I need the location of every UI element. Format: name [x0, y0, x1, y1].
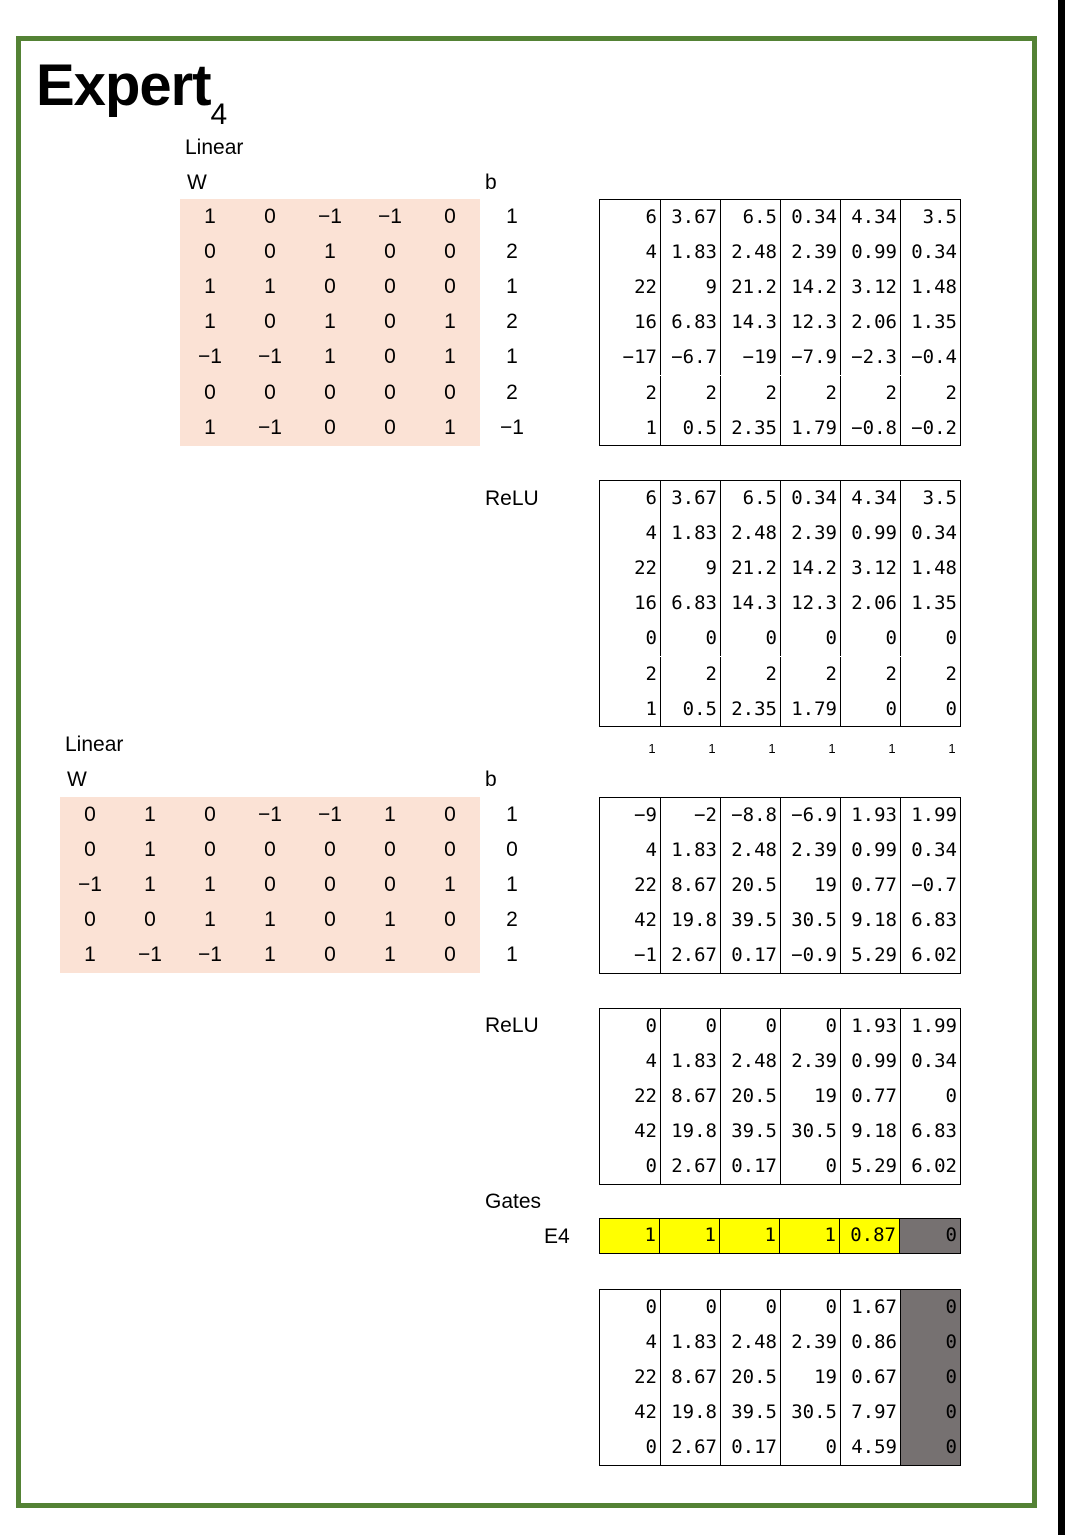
layer1-output-cell: −2.3 [840, 340, 900, 375]
layer1-relu-cell: 0 [660, 621, 720, 656]
layer1-relu-cell: 3.67 [660, 481, 720, 516]
layer2-weight-cell: 0 [204, 803, 216, 826]
layer1-weight-cell: −1 [258, 415, 282, 439]
layer2-output-cell: −0.9 [780, 938, 840, 973]
layer1-output-cell: 1.79 [780, 411, 840, 446]
layer2-relu-cell: 0 [780, 1149, 840, 1184]
layer1-output-cell: −0.8 [840, 411, 900, 446]
layer1-output-cell: 12.3 [780, 305, 840, 340]
layer1-relu-cell: 2 [840, 657, 900, 692]
layer2-output-cell: −1 [634, 944, 657, 967]
layer2-weight-cell: 0 [444, 838, 456, 862]
gated-output-cell: 0 [900, 1325, 960, 1360]
gated-output-cell: 0 [900, 1290, 960, 1325]
gated-output-cell: 4.59 [840, 1430, 900, 1465]
layer1-output-cell: 2 [660, 376, 720, 411]
layer2-weight-cell: 0 [84, 908, 96, 932]
layer1-relu-cell: 0 [645, 627, 657, 650]
layer1-output-cell: −6.7 [660, 340, 720, 375]
layer1-weight-cell: 1 [444, 415, 456, 439]
layer1-weight-cell: 0 [384, 310, 396, 334]
gated-output-cell: 0 [645, 1436, 657, 1459]
layer2-weight-cell: 0 [84, 803, 96, 826]
layer2-relu-cell: 2.67 [660, 1149, 720, 1184]
gated-output-cell: 0 [645, 1296, 657, 1318]
layer2-relu-cell: 19.8 [660, 1114, 720, 1149]
layer1-weight-cell: 1 [444, 310, 456, 334]
layer2-output-cell: 39.5 [720, 903, 780, 938]
layer1-relu-cell: 0 [840, 621, 900, 656]
layer2-output-cell: −6.9 [780, 798, 840, 833]
layer1-relu-cell: 2 [660, 657, 720, 692]
layer1-weight-cell: 0 [444, 380, 456, 404]
layer2-output-cell: 6.83 [900, 903, 960, 938]
layer1-output-cell: 1.35 [900, 305, 960, 340]
gated-output-cell: 20.5 [720, 1360, 780, 1395]
layer2-weight-cell: 0 [144, 908, 156, 932]
gated-output-cell: 0 [900, 1360, 960, 1395]
layer1-output-cell: 0.99 [840, 235, 900, 270]
layer1-weight-cell: 0 [384, 380, 396, 404]
layer2-weight-cell: 1 [264, 943, 276, 967]
gated-output-cell: 42 [634, 1401, 657, 1424]
layer2-weight-cell: 1 [144, 838, 156, 862]
layer1-weight-cell: 0 [204, 380, 216, 404]
layer1-weight-cell: 0 [384, 275, 396, 299]
layer2-relu-cell: 4 [645, 1050, 657, 1073]
layer1-weight-cell: 0 [324, 380, 336, 404]
layer2-weight-cell: 0 [324, 838, 336, 862]
gate-value: 1 [704, 1224, 716, 1246]
layer1-relu-cell: 0.34 [780, 481, 840, 516]
layer2-output-cell: 22 [634, 874, 657, 897]
layer1-output-cell: 0.34 [780, 200, 840, 235]
layer2-output-cell: 4 [645, 839, 657, 862]
layer2-linear-output [599, 797, 961, 974]
gates-label: Gates [485, 1190, 542, 1213]
gated-output-cell: 2.48 [720, 1325, 780, 1360]
layer1-output-cell: 4.34 [840, 200, 900, 235]
layer2-relu-cell: 0 [720, 1009, 780, 1044]
layer2-weight-cell: −1 [318, 803, 342, 826]
layer1-output-cell: 2 [900, 376, 960, 411]
layer1-relu-cell: 4 [645, 522, 657, 545]
layer1-output-cell: −0.2 [900, 411, 960, 446]
layer1-relu-cell: 1.83 [660, 516, 720, 551]
layer2-weight-cell: 1 [384, 908, 396, 932]
layer2-output-cell: 1.99 [900, 798, 960, 833]
gate-cell [719, 1218, 780, 1254]
layer1-weight-cell: 1 [204, 205, 216, 228]
layer1-output-cell: −7.9 [780, 340, 840, 375]
layer2-weight-cell: 0 [444, 908, 456, 932]
layer1-linear-label: Linear [185, 136, 244, 159]
layer1-relu-cell: 22 [634, 557, 657, 580]
layer2-relu-cell: 5.29 [840, 1149, 900, 1184]
layer2-weight-cell: 1 [264, 908, 276, 932]
layer1-output-cell: 3.5 [900, 200, 960, 235]
layer2-bias-cell: 1 [506, 873, 518, 897]
layer1-output-cell: −17 [622, 346, 657, 369]
layer2-weight-cell: −1 [138, 943, 162, 967]
layer1-weight-cell: 0 [384, 345, 396, 369]
layer1-relu-cell: 0 [900, 621, 960, 656]
layer2-w-label: W [67, 768, 87, 791]
layer1-weight-cell: −1 [258, 345, 282, 369]
gate-cell [899, 1218, 961, 1254]
layer2-relu-cell: 9.18 [840, 1114, 900, 1149]
layer1-output-cell: 2.35 [720, 411, 780, 446]
layer2-relu-cell: 30.5 [780, 1114, 840, 1149]
layer2-weight-cell: 0 [204, 838, 216, 862]
gated-output-cell: 0.86 [840, 1325, 900, 1360]
gated-output-cell: 0 [780, 1290, 840, 1325]
layer2-output-cell: 19.8 [660, 903, 720, 938]
layer2-relu-label: ReLU [485, 1014, 539, 1037]
gate-row-label: E4 [544, 1225, 570, 1248]
layer1-bias-cell: 1 [506, 275, 518, 299]
layer2-output-cell: 20.5 [720, 868, 780, 903]
layer2-output-cell: 0.77 [840, 868, 900, 903]
layer2-output-cell: 42 [634, 909, 657, 932]
gated-output-cell: 1.83 [660, 1325, 720, 1360]
ones-cell: 1 [708, 741, 716, 756]
layer2-output-cell: 2.48 [720, 833, 780, 868]
layer1-relu-label: ReLU [485, 487, 539, 510]
layer1-output-cell: 2 [780, 376, 840, 411]
layer1-output-cell: 2 [840, 376, 900, 411]
layer2-weight-cell: 0 [324, 943, 336, 967]
layer1-output-cell: 2 [720, 376, 780, 411]
layer1-relu-cell: 6.83 [660, 586, 720, 621]
title-subscript: 4 [210, 97, 227, 131]
layer1-b-label: b [485, 171, 497, 194]
layer1-relu-cell: 4.34 [840, 481, 900, 516]
layer2-b-label: b [485, 768, 497, 791]
layer1-relu-cell: 2.48 [720, 516, 780, 551]
layer1-output-cell: 1.83 [660, 235, 720, 270]
layer1-output-cell: 0.5 [660, 411, 720, 446]
gated-output-cell: 22 [634, 1366, 657, 1389]
gated-output-cell: 0 [780, 1430, 840, 1465]
layer2-relu-cell: 0.34 [900, 1044, 960, 1079]
layer2-weight-cell: 0 [384, 873, 396, 897]
layer1-weight-cell: 0 [324, 415, 336, 439]
layer2-weight-cell: 0 [264, 873, 276, 897]
gate-cell [599, 1218, 660, 1254]
layer1-relu-cell: 2 [645, 662, 657, 685]
layer2-relu-cell: 0.99 [840, 1044, 900, 1079]
layer1-relu-cell: 21.2 [720, 551, 780, 586]
layer2-weight-cell: 0 [84, 838, 96, 862]
layer1-output-cell: 14.3 [720, 305, 780, 340]
layer1-output-cell: 1 [645, 416, 657, 439]
layer1-relu-cell: 1.35 [900, 586, 960, 621]
layer1-relu-cell: 1.48 [900, 551, 960, 586]
ones-cell: 1 [888, 741, 896, 756]
layer1-relu-cell: 1.79 [780, 692, 840, 727]
gated-output-cell: 2.39 [780, 1325, 840, 1360]
gate-value: 1 [824, 1224, 836, 1246]
layer2-weight-cell: 1 [144, 873, 156, 897]
layer1-output-cell: −0.4 [900, 340, 960, 375]
layer1-output-cell: 2.48 [720, 235, 780, 270]
layer2-relu-cell: 20.5 [720, 1079, 780, 1114]
layer2-weight-cell: 0 [264, 838, 276, 862]
layer1-relu-cell: 0.99 [840, 516, 900, 551]
gated-output-cell: 0 [660, 1290, 720, 1325]
gate-value: 0 [945, 1224, 957, 1246]
layer1-bias-cell: 1 [506, 345, 518, 369]
layer1-relu-cell: 16 [634, 592, 657, 615]
layer2-relu-cell: 2.48 [720, 1044, 780, 1079]
gated-output-cell: 0 [900, 1395, 960, 1430]
layer2-relu-cell: 1.93 [840, 1009, 900, 1044]
layer2-relu-cell: 0 [900, 1079, 960, 1114]
layer1-relu-cell: 6.5 [720, 481, 780, 516]
layer2-output-cell: 1.93 [840, 798, 900, 833]
layer2-relu-cell: 42 [634, 1120, 657, 1143]
layer2-relu-cell: 0 [660, 1009, 720, 1044]
layer1-bias-cell: 2 [506, 380, 518, 404]
layer1-relu-cell: 0 [900, 692, 960, 727]
layer1-bias-cell: 1 [506, 205, 518, 228]
layer2-relu-cell: 19 [780, 1079, 840, 1114]
layer1-weight-cell: 0 [444, 275, 456, 299]
layer2-relu-cell: 1.99 [900, 1009, 960, 1044]
layer2-output-cell: 1.83 [660, 833, 720, 868]
layer2-relu-cell: 0 [645, 1155, 657, 1178]
layer1-relu-cell: 0.5 [660, 692, 720, 727]
layer2-bias-cell: 0 [506, 838, 518, 862]
ones-cell: 1 [648, 741, 656, 756]
layer1-weight-cell: 1 [324, 240, 336, 264]
gated-output-cell: 1.67 [840, 1290, 900, 1325]
layer1-weight-cell: 1 [264, 275, 276, 299]
layer1-output-cell: 21.2 [720, 270, 780, 305]
layer2-relu-cell: 0.77 [840, 1079, 900, 1114]
layer1-weight-cell: 0 [384, 240, 396, 264]
gated-output-cell: 0 [720, 1290, 780, 1325]
layer1-relu-cell: 3.5 [900, 481, 960, 516]
layer1-relu-cell: 2.06 [840, 586, 900, 621]
layer2-weight-cell: 0 [384, 838, 396, 862]
gated-output [599, 1289, 961, 1466]
layer2-relu-cell: 22 [634, 1085, 657, 1108]
layer1-weight-cell: 0 [204, 240, 216, 264]
layer1-bias-cell: 2 [506, 310, 518, 334]
gate-value: 0.87 [850, 1224, 896, 1246]
layer2-weight-cell: 0 [444, 803, 456, 826]
layer1-output-cell: 22 [634, 276, 657, 299]
layer1-output-cell: 6.5 [720, 200, 780, 235]
layer1-weight-cell: 0 [264, 205, 276, 228]
layer1-output-cell: 3.12 [840, 270, 900, 305]
layer2-output-cell: −8.8 [720, 798, 780, 833]
gated-output-cell: 19 [780, 1360, 840, 1395]
layer2-output-cell: 19 [780, 868, 840, 903]
layer1-relu-cell: 0 [720, 621, 780, 656]
layer1-relu-cell: 6 [645, 487, 657, 509]
layer2-output-cell: 0.34 [900, 833, 960, 868]
layer2-relu-cell: 6.83 [900, 1114, 960, 1149]
layer1-weight-cell: 0 [444, 240, 456, 264]
gated-output-cell: 4 [645, 1331, 657, 1354]
gated-output-cell: 39.5 [720, 1395, 780, 1430]
gated-output-cell: 0.67 [840, 1360, 900, 1395]
layer2-weight-matrix [60, 797, 480, 973]
layer1-weight-cell: 0 [444, 205, 456, 228]
layer2-weight-cell: 0 [324, 873, 336, 897]
layer1-weight-cell: 0 [264, 380, 276, 404]
layer2-output-cell: −2 [660, 798, 720, 833]
layer1-weight-cell: 0 [264, 310, 276, 334]
layer2-relu-cell: 2.39 [780, 1044, 840, 1079]
layer2-weight-cell: 0 [444, 943, 456, 967]
layer2-output-cell: 2.67 [660, 938, 720, 973]
layer1-output-cell: 14.2 [780, 270, 840, 305]
layer1-relu-cell: 0 [840, 692, 900, 727]
layer2-output-cell: 2.39 [780, 833, 840, 868]
layer2-weight-cell: 1 [84, 943, 96, 967]
layer1-output-cell: 1.48 [900, 270, 960, 305]
layer2-weight-cell: 1 [204, 908, 216, 932]
layer1-output-cell: 16 [634, 311, 657, 334]
layer1-relu-cell: 3.12 [840, 551, 900, 586]
layer1-weight-matrix [180, 199, 480, 446]
layer2-linear-label: Linear [65, 733, 124, 756]
gate-value: 1 [644, 1224, 656, 1246]
layer1-weight-cell: 1 [204, 415, 216, 439]
layer2-weight-cell: 1 [444, 873, 456, 897]
layer2-weight-cell: 1 [144, 803, 156, 826]
layer1-weight-cell: −1 [318, 205, 342, 228]
layer1-output-cell: 0.34 [900, 235, 960, 270]
layer1-relu-cell: 2 [720, 657, 780, 692]
layer1-relu-cell: 2 [900, 657, 960, 692]
layer1-bias-cell: −1 [500, 415, 524, 439]
gated-output-cell: 30.5 [780, 1395, 840, 1430]
layer1-w-label: W [187, 171, 207, 194]
layer2-relu-cell: 6.02 [900, 1149, 960, 1184]
layer2-weight-cell: −1 [258, 803, 282, 826]
layer1-weight-cell: 0 [264, 240, 276, 264]
layer1-relu-cell: 14.2 [780, 551, 840, 586]
layer2-relu-cell: 1.83 [660, 1044, 720, 1079]
ones-cell: 1 [948, 741, 956, 756]
layer2-weight-cell: 0 [324, 908, 336, 932]
layer2-output-cell: 8.67 [660, 868, 720, 903]
page-title [36, 52, 227, 131]
layer1-output-cell: 3.67 [660, 200, 720, 235]
layer1-weight-cell: 1 [444, 345, 456, 369]
ones-cell: 1 [828, 741, 836, 756]
layer2-output-cell: −9 [634, 804, 657, 826]
title-main: Expert [36, 53, 211, 118]
gate-cell [839, 1218, 900, 1254]
layer1-output-cell: 4 [645, 241, 657, 264]
layer1-relu-cell: 14.3 [720, 586, 780, 621]
layer1-weight-cell: 0 [384, 415, 396, 439]
layer1-output-cell: 9 [660, 270, 720, 305]
gate-cell [659, 1218, 720, 1254]
ones-cell: 1 [768, 741, 776, 756]
layer1-weight-cell: 1 [204, 275, 216, 299]
layer2-bias-cell: 1 [506, 943, 518, 967]
layer2-output-cell: 5.29 [840, 938, 900, 973]
layer1-output-cell: 6 [645, 206, 657, 228]
layer2-relu-cell: 39.5 [720, 1114, 780, 1149]
layer1-relu-cell: 12.3 [780, 586, 840, 621]
gated-output-cell: 8.67 [660, 1360, 720, 1395]
layer2-bias-cell: 1 [506, 803, 518, 826]
layer1-weight-cell: −1 [198, 345, 222, 369]
layer1-relu-output [599, 480, 961, 727]
layer1-output-cell: 2 [645, 381, 657, 404]
layer2-weight-cell: −1 [78, 873, 102, 897]
layer1-output-cell: 2.06 [840, 305, 900, 340]
gate-value: 1 [764, 1224, 776, 1246]
gated-output-cell: 7.97 [840, 1395, 900, 1430]
layer1-relu-cell: 1 [645, 697, 657, 720]
layer2-output-cell: 9.18 [840, 903, 900, 938]
gated-output-cell: 0.17 [720, 1430, 780, 1465]
gate-cell [779, 1218, 840, 1254]
layer1-bias-cell: 2 [506, 240, 518, 264]
layer1-weight-cell: 1 [204, 310, 216, 334]
layer2-relu-cell: 0 [645, 1015, 657, 1037]
layer2-bias-cell: 2 [506, 908, 518, 932]
layer2-output-cell: 0.99 [840, 833, 900, 868]
layer1-output-cell: 2.39 [780, 235, 840, 270]
right-edge-bar [1058, 0, 1065, 1535]
layer1-linear-output [599, 199, 961, 446]
layer1-output-cell: 6.83 [660, 305, 720, 340]
layer2-output-cell: −0.7 [900, 868, 960, 903]
layer2-weight-cell: 1 [384, 803, 396, 826]
layer1-relu-cell: 9 [660, 551, 720, 586]
layer1-relu-cell: 2 [780, 657, 840, 692]
gated-output-cell: 0 [900, 1430, 960, 1465]
layer1-relu-cell: 0.34 [900, 516, 960, 551]
layer1-weight-cell: 0 [324, 275, 336, 299]
layer2-relu-cell: 0.17 [720, 1149, 780, 1184]
layer2-relu-cell: 0 [780, 1009, 840, 1044]
layer2-output-cell: 30.5 [780, 903, 840, 938]
layer2-weight-cell: 1 [384, 943, 396, 967]
layer2-output-cell: 6.02 [900, 938, 960, 973]
layer1-relu-cell: 2.35 [720, 692, 780, 727]
gated-output-cell: 19.8 [660, 1395, 720, 1430]
layer2-output-cell: 0.17 [720, 938, 780, 973]
layer1-output-cell: −19 [720, 340, 780, 375]
layer2-relu-output [599, 1008, 961, 1185]
layer2-relu-cell: 8.67 [660, 1079, 720, 1114]
gated-output-cell: 2.67 [660, 1430, 720, 1465]
layer1-relu-cell: 0 [780, 621, 840, 656]
layer2-weight-cell: −1 [198, 943, 222, 967]
layer1-relu-cell: 2.39 [780, 516, 840, 551]
layer2-weight-cell: 1 [204, 873, 216, 897]
layer1-weight-cell: 1 [324, 310, 336, 334]
layer1-weight-cell: −1 [378, 205, 402, 228]
layer1-weight-cell: 1 [324, 345, 336, 369]
